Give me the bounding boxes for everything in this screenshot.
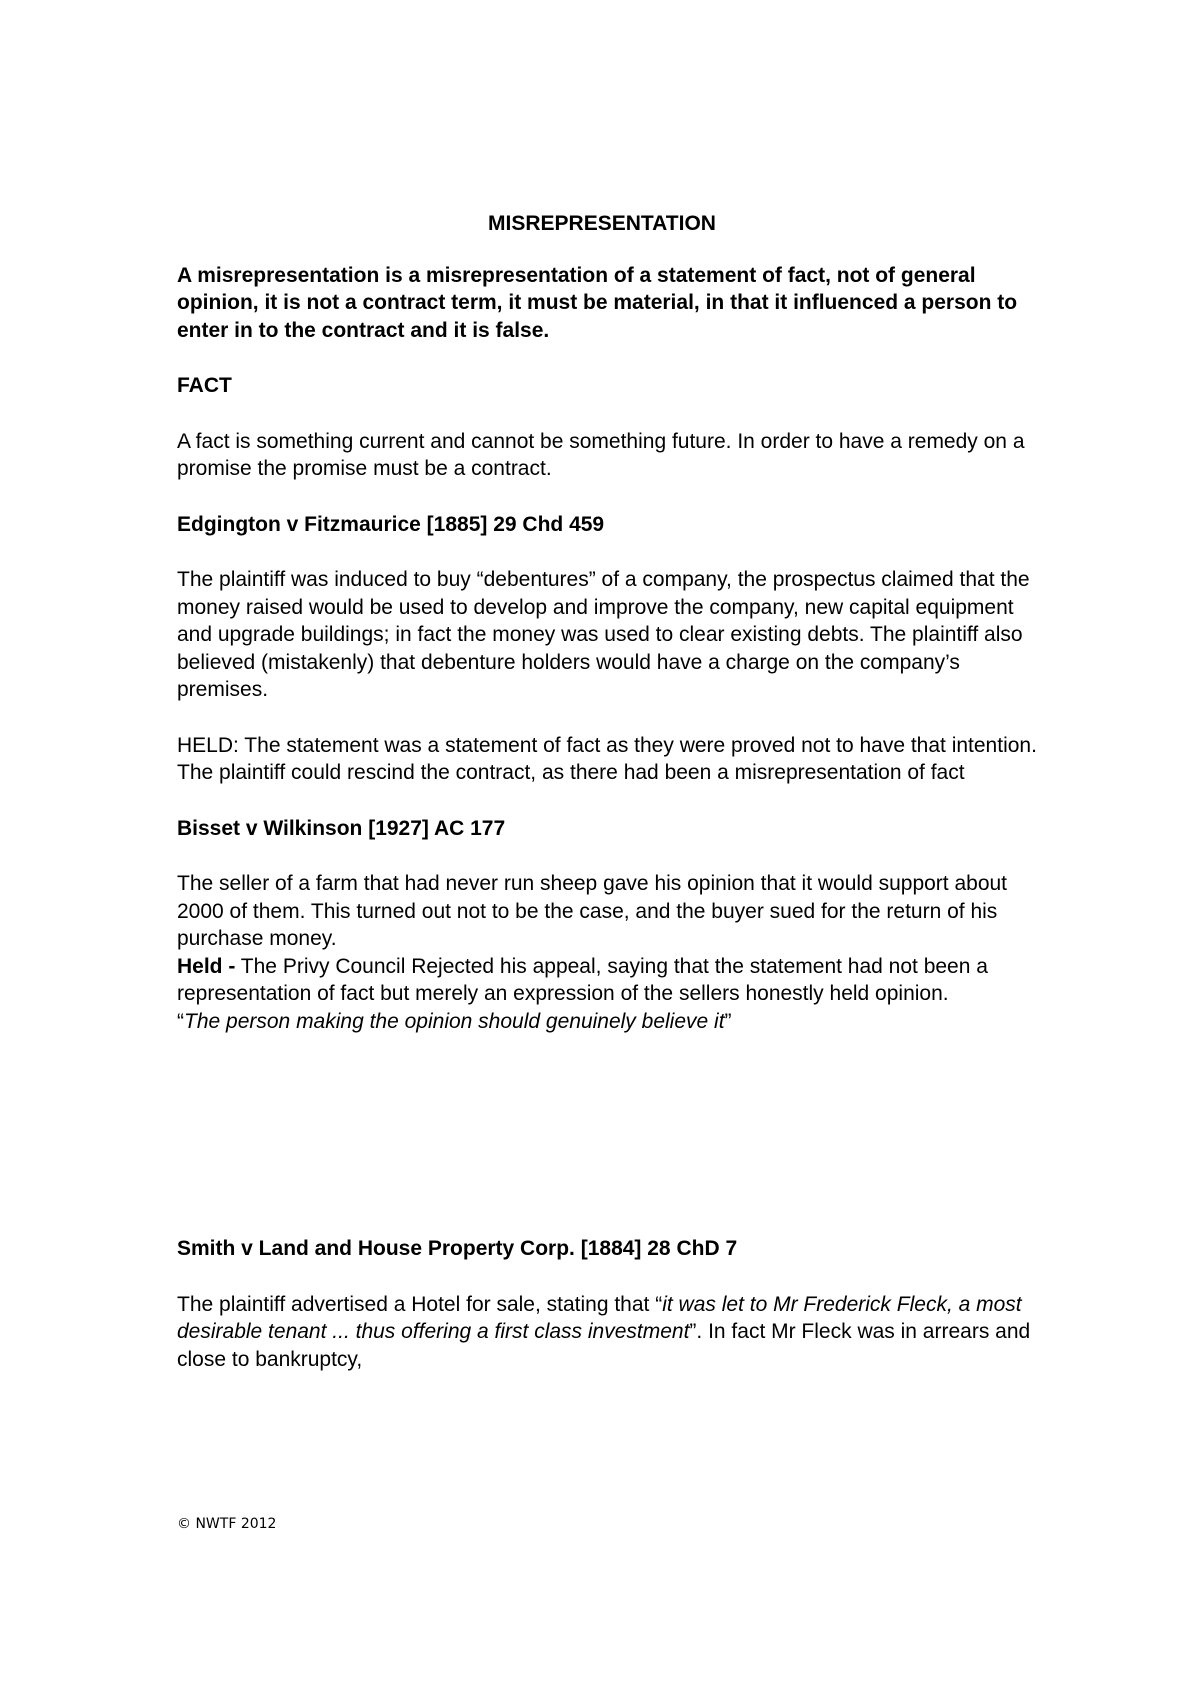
case-held-bisset [177, 953, 1037, 1008]
case-heading-smith: Smith v Land and House Property Corp. [1884] 28 ChD 7 [177, 1237, 738, 1260]
smith-facts-end: ”. In fact Mr Fleck was in arrears and close to bankruptcy, [177, 1320, 1031, 1371]
spacer [177, 1035, 1037, 1235]
case-facts-bisset: The seller of a farm that had never run sheep gave his opinion that it would support about 2000 of them. This turned out not to be the case, and the buyer sued for the return of his purchase money. [177, 872, 1008, 950]
held-label: Held - [177, 954, 236, 978]
case-facts-smith [177, 1291, 1037, 1374]
copyright-footer: © NWTF 2012 [177, 1516, 277, 1532]
smith-facts-quote: it was let to Mr Frederick Fleck, a most desirable tenant ... thus offering a first class investment [177, 1292, 1022, 1343]
smith-facts-start: The plaintiff advertised a Hotel for sale, stating that “ [177, 1292, 663, 1316]
page-title: MISREPRESENTATION [488, 212, 716, 235]
quote-text: The person making the opinion should genuinely believe it [184, 1009, 725, 1033]
held-text: The Privy Council Rejected his appeal, saying that the statement had not been a representation of fact but merely an expression of the sellers honestly held opinion. [177, 954, 988, 1005]
case-facts-edgington: The plaintiff was induced to buy “debentures” of a company, the prospectus claimed that the money raised would be used to develop and improve the company, new capital equipment and upgrade buildings; in fact the money was used to clear existing debts. The plaintiff also believed (mistakenly) that debenture holders would have a charge on the company’s premises. [177, 568, 1030, 701]
quote-close-mark: ” [724, 1009, 732, 1033]
quote-open-mark: “ [177, 1009, 184, 1033]
document-body [177, 210, 1037, 1373]
fact-paragraph: A fact is something current and cannot be something future. In order to have a remedy on a promise the promise must be a contract. [177, 429, 1025, 480]
case-held-edgington: HELD: The statement was a statement of fact as they were proved not to have that intention. The plaintiff could rescind the contract, as there had been a misrepresentation of fact [177, 733, 1037, 784]
fact-heading: FACT [177, 374, 232, 397]
case-quote-bisset [177, 1008, 1037, 1036]
lead-paragraph: A misrepresentation is a misrepresentation of a statement of fact, not of general opinion, it is not a contract term, it must be material, in that it influenced a person to enter in to the contract and it is false. [177, 263, 1018, 342]
case-heading-bisset: Bisset v Wilkinson [1927] AC 177 [177, 816, 506, 840]
case-heading-edgington: Edgington v Fitzmaurice [1885] 29 Chd 459 [177, 512, 605, 536]
